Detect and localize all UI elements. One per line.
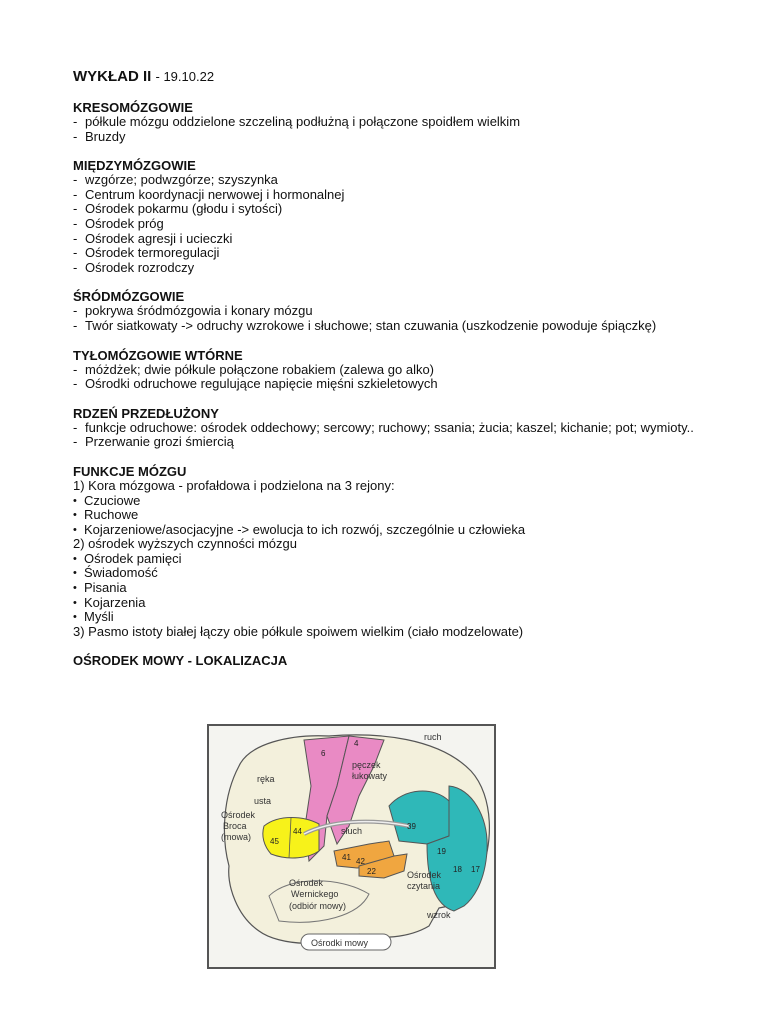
label-peczek-1: pęczek bbox=[352, 760, 381, 770]
label-broca-1: Ośrodek bbox=[221, 810, 256, 820]
bullet-item: • Pisania bbox=[73, 581, 713, 596]
list-item: - wzgórze; podwzgórze; szyszynka bbox=[73, 173, 713, 188]
area-4-number: 4 bbox=[354, 739, 359, 748]
bullet-item: • Ruchowe bbox=[73, 508, 713, 523]
list-item: - Ośrodek termoregulacji bbox=[73, 246, 713, 261]
list-item: - Ośrodek rozrodczy bbox=[73, 261, 713, 276]
speech-centers-figure bbox=[207, 724, 496, 969]
bullet-item: • Myśli bbox=[73, 610, 713, 625]
section-mowa bbox=[73, 653, 713, 668]
list-item: - Bruzdy bbox=[73, 130, 713, 145]
section-heading: FUNKCJE MÓZGU bbox=[73, 463, 187, 479]
area-42-number: 42 bbox=[356, 857, 365, 866]
list-item: - Twór siatkowaty -> odruchy wzrokowe i słuchowe; stan czuwania (uszkodzenie powoduje śpiączkę) bbox=[73, 319, 713, 334]
bullet-item: • Czuciowe bbox=[73, 494, 713, 509]
list-item: - Ośrodek agresji i ucieczki bbox=[73, 232, 713, 247]
list-item: - Centrum koordynacji nerwowej i hormonalnej bbox=[73, 188, 713, 203]
list-item: - Ośrodek pokarmu (głodu i sytości) bbox=[73, 202, 713, 217]
brain-diagram bbox=[209, 726, 494, 967]
section-tylomozgowie bbox=[73, 348, 713, 392]
list-item: - pokrywa śródmózgowia i konary mózgu bbox=[73, 304, 713, 319]
lecture-title bbox=[73, 66, 713, 88]
section-miedzymozgowie bbox=[73, 158, 713, 275]
title-date: - 19.10.22 bbox=[155, 69, 215, 84]
list-item: - półkule mózgu oddzielone szczeliną podłużną i połączone spoidłem wielkim bbox=[73, 115, 713, 130]
numbered-item: 2) ośrodek wyższych czynności mózgu bbox=[73, 536, 297, 552]
document-page bbox=[73, 66, 713, 682]
section-heading: RDZEŃ PRZEDŁUŻONY bbox=[73, 405, 219, 421]
section-heading: TYŁOMÓZGOWIE WTÓRNE bbox=[73, 347, 243, 363]
section-heading: KRESOMÓZGOWIE bbox=[73, 100, 193, 115]
area-44-number: 44 bbox=[293, 827, 302, 836]
label-usta: usta bbox=[254, 796, 272, 806]
section-heading: OŚRODEK MOWY - LOKALIZACJA bbox=[73, 653, 288, 669]
area-39 bbox=[389, 791, 449, 844]
label-wzrok: wzrok bbox=[427, 910, 451, 920]
bullet-item: • Świadomość bbox=[73, 566, 713, 581]
list-item: - Ośrodki odruchowe regulujące napięcie mięśni szkieletowych bbox=[73, 377, 713, 392]
list-item: - Ośrodek próg bbox=[73, 217, 713, 232]
section-heading: ŚRÓDMÓZGOWIE bbox=[73, 289, 185, 305]
list-item: - Przerwanie grozi śmiercią bbox=[73, 435, 713, 450]
section-srodmozgowie bbox=[73, 289, 713, 333]
label-peczek-2: łukowaty bbox=[352, 771, 388, 781]
title-main: WYKŁAD II bbox=[73, 68, 152, 85]
area-18-number: 18 bbox=[453, 865, 462, 874]
label-reka: ręka bbox=[257, 774, 275, 784]
numbered-item: 1) Kora mózgowa - profałdowa i podzielona na 3 rejony: bbox=[73, 477, 395, 493]
area-41-number: 41 bbox=[342, 853, 351, 862]
label-czytania-1: Ośrodek bbox=[407, 870, 442, 880]
section-funkcje bbox=[73, 464, 713, 640]
bullet-item: • Ośrodek pamięci bbox=[73, 552, 713, 567]
list-item: - móżdżek; dwie półkule połączone robakiem (zalewa go alko) bbox=[73, 363, 713, 378]
label-wernicke-3: (odbiór mowy) bbox=[289, 901, 347, 911]
area-17-number: 17 bbox=[471, 865, 480, 874]
area-6-number: 6 bbox=[321, 749, 326, 758]
area-45-number: 45 bbox=[270, 837, 279, 846]
label-czytania-2: czytania bbox=[407, 881, 441, 891]
numbered-item: 3) Pasmo istoty białej łączy obie półkule spoiwem wielkim (ciało modzelowate) bbox=[73, 623, 524, 639]
area-22-number: 22 bbox=[367, 867, 376, 876]
label-wernicke-1: Ośrodek bbox=[289, 878, 324, 888]
section-rdzen bbox=[73, 406, 713, 450]
bullet-item: • Kojarzeniowe/asocjacyjne -> ewolucja to ich rozwój, szczególnie u człowieka bbox=[73, 523, 713, 538]
label-ruch: ruch bbox=[424, 732, 442, 742]
figure-caption: Ośrodki mowy bbox=[311, 938, 369, 948]
section-heading: MIĘDZYMÓZGOWIE bbox=[73, 158, 196, 174]
section-kresomozgowie bbox=[73, 100, 713, 144]
list-item: - funkcje odruchowe: ośrodek oddechowy; sercowy; ruchowy; ssania; żucia; kaszel; kichanie; pot; wymioty.. bbox=[73, 421, 713, 436]
label-sluch: słuch bbox=[341, 826, 363, 836]
label-broca-2: Broca bbox=[223, 821, 247, 831]
label-broca-3: (mowa) bbox=[221, 832, 252, 842]
label-wernicke-2: Wernickego bbox=[291, 889, 339, 899]
area-19-number: 19 bbox=[437, 847, 446, 856]
bullet-item: • Kojarzenia bbox=[73, 596, 713, 611]
area-39-number: 39 bbox=[407, 822, 416, 831]
